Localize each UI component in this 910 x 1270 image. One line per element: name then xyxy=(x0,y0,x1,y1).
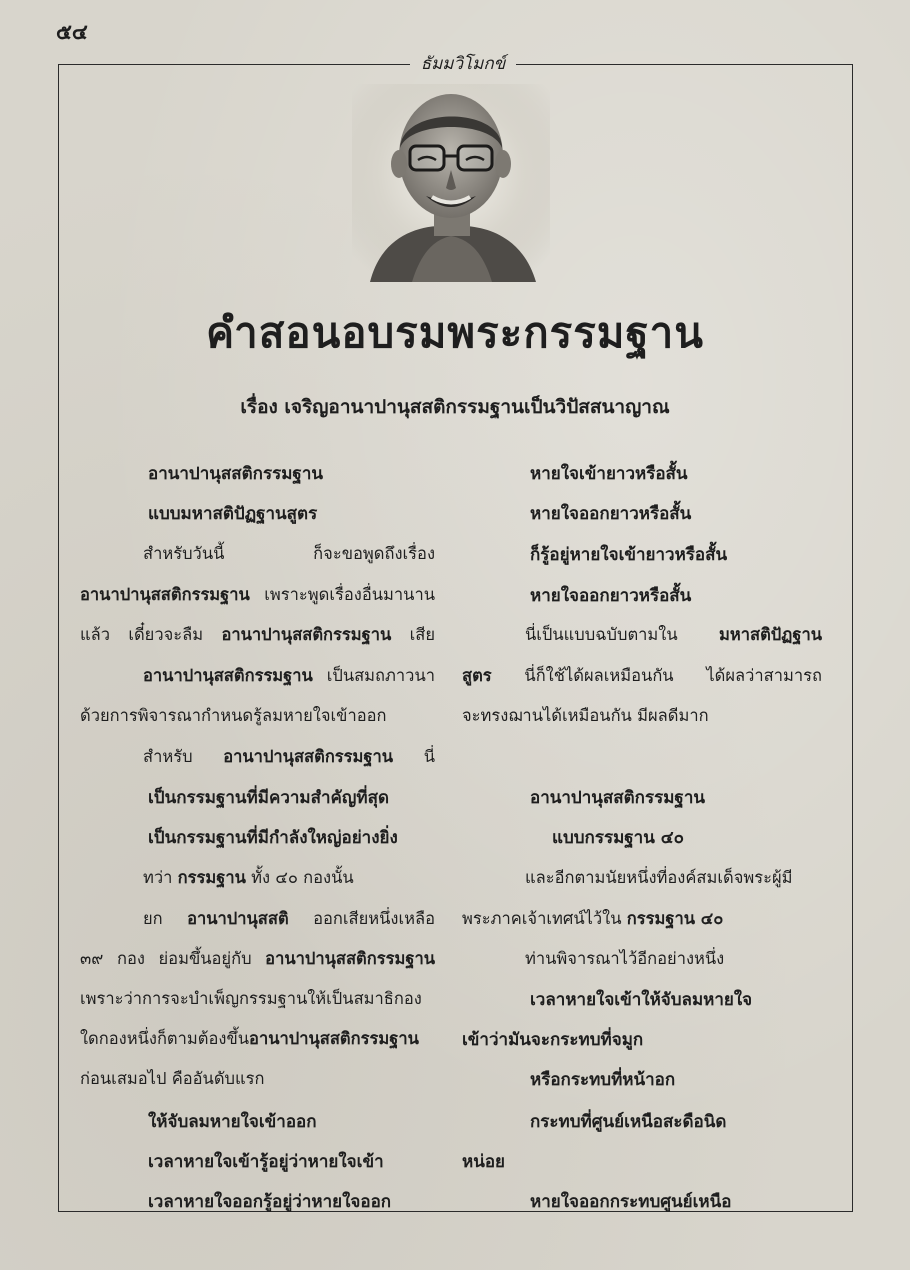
text-line xyxy=(80,622,435,648)
text-line: และอีกตามนัยหนึ่งที่องค์สมเด็จพระผู้มี xyxy=(525,868,793,887)
text-span: นี่ก็ใช้ได้ผลเหมือนกัน ได้ผลว่าสามารถ xyxy=(491,666,822,685)
text-line xyxy=(143,744,435,770)
text-span: ทั้ง ๔๐ กองนั้น xyxy=(245,868,354,887)
text-span: สำหรับ xyxy=(143,747,224,766)
running-head: ธัมมวิโมกข์ xyxy=(420,54,506,74)
text-span: ออกเสียหนึ่งเหลือ xyxy=(288,909,436,928)
text-line xyxy=(80,946,435,972)
page-title: คำสอนอบรมพระกรรมฐาน xyxy=(206,308,704,357)
bold-term: กรรมฐาน ๔๐ xyxy=(626,909,724,928)
text-line xyxy=(143,663,435,689)
heading-line: หายใจเข้ายาวหรือสั้น xyxy=(530,464,688,484)
heading-line: ให้จับลมหายใจเข้าออก xyxy=(148,1112,317,1132)
bold-term: สูตร xyxy=(462,666,492,685)
text-span: เสีย xyxy=(391,625,435,644)
heading-line: หายใจออกกระทบศูนย์เหนือ xyxy=(530,1192,732,1212)
bold-term: อานาปานุสสติ xyxy=(187,909,289,928)
bold-term: อานาปานุสสติกรรมฐาน xyxy=(265,949,435,968)
text-span: นี่เป็นแบบฉบับตามใน xyxy=(525,625,719,644)
text-line: ก่อนเสมอไป คืออันดับแรก xyxy=(80,1069,265,1088)
heading-line: หน่อย xyxy=(462,1152,505,1172)
heading-line: เป็นกรรมฐานที่มีกำลังใหญ่อย่างยิ่ง xyxy=(148,828,398,848)
text-line xyxy=(143,865,354,891)
text-line: ด้วยการพิจารณากำหนดรู้ลมหายใจเข้าออก xyxy=(80,706,387,725)
bold-term: อานาปานุสสติกรรมฐาน xyxy=(221,625,392,644)
text-line xyxy=(525,622,822,648)
heading-line: หรือกระทบที่หน้าอก xyxy=(530,1070,676,1090)
text-span: ทว่า xyxy=(143,868,178,887)
monk-portrait-icon xyxy=(352,84,550,282)
bold-term: อานาปานุสสติกรรมฐาน xyxy=(223,747,394,766)
text-line xyxy=(462,906,723,932)
text-line: เพราะว่าการจะบำเพ็ญกรรมฐานให้เป็นสมาธิกอง xyxy=(80,989,422,1008)
heading-line: หายใจออกยาวหรือสั้น xyxy=(530,586,692,606)
heading-line: ก็รู้อยู่หายใจเข้ายาวหรือสั้น xyxy=(530,545,728,565)
monk-portrait-photo xyxy=(352,84,550,282)
heading-line: แบบมหาสติปัฏฐานสูตร xyxy=(148,504,318,524)
heading-line: เวลาหายใจออกรู้อยู่ว่าหายใจออก xyxy=(148,1192,392,1212)
text-line: จะทรงฌานได้เหมือนกัน มีผลดีมาก xyxy=(462,706,709,725)
text-line: สำหรับวันนี้ ก็จะขอพูดถึงเรื่อง xyxy=(143,544,435,563)
page-number: ๕๔ xyxy=(56,19,88,44)
bold-term: อานาปานุสสติกรรมฐาน xyxy=(80,585,250,604)
heading-line: เวลาหายใจเข้าให้จับลมหายใจ xyxy=(530,990,753,1010)
text-span: พระภาคเจ้าเทศน์ไว้ใน xyxy=(462,909,627,928)
text-span: ใดกองหนึ่งก็ตามต้องขึ้น xyxy=(80,1029,250,1048)
text-span: นี่ xyxy=(393,747,436,766)
text-span: แล้ว เดี๋ยวจะลืม xyxy=(80,625,222,644)
heading-line: เข้าว่ามันจะกระทบที่จมูก xyxy=(462,1030,644,1050)
bold-term: อานาปานุสสติกรรมฐาน xyxy=(143,666,313,685)
bold-term: มหาสติปัฏฐาน xyxy=(718,625,822,644)
heading-line: หายใจออกยาวหรือสั้น xyxy=(530,504,692,524)
heading-line: อานาปานุสสติกรรมฐาน xyxy=(530,788,705,808)
heading-line: กระทบที่ศูนย์เหนือสะดือนิด xyxy=(530,1112,727,1132)
bold-term: กรรมฐาน xyxy=(177,868,246,887)
text-span: เพราะพูดเรื่องอื่นมานาน xyxy=(249,585,435,604)
heading-line: เวลาหายใจเข้ารู้อยู่ว่าหายใจเข้า xyxy=(148,1152,384,1172)
text-line xyxy=(80,582,435,608)
page-subtitle: เรื่อง เจริญอานาปานุสสติกรรมฐานเป็นวิปัสสนาญาณ xyxy=(240,396,670,418)
bold-term: อานาปานุสสติกรรมฐาน xyxy=(249,1029,419,1048)
text-span: ๓๙ กอง ย่อมขึ้นอยู่กับ xyxy=(80,949,266,968)
text-line xyxy=(462,663,822,689)
text-span: เป็นสมถภาวนา xyxy=(312,666,435,685)
text-line: ท่านพิจารณาไว้อีกอย่างหนึ่ง xyxy=(525,949,725,968)
heading-line: แบบกรรมฐาน ๔๐ xyxy=(552,828,685,848)
heading-line: เป็นกรรมฐานที่มีความสำคัญที่สุด xyxy=(148,788,390,808)
heading-line: อานาปานุสสติกรรมฐาน xyxy=(148,464,323,484)
text-line xyxy=(143,906,435,932)
text-span: ยก xyxy=(143,909,188,928)
text-line xyxy=(80,1026,435,1052)
